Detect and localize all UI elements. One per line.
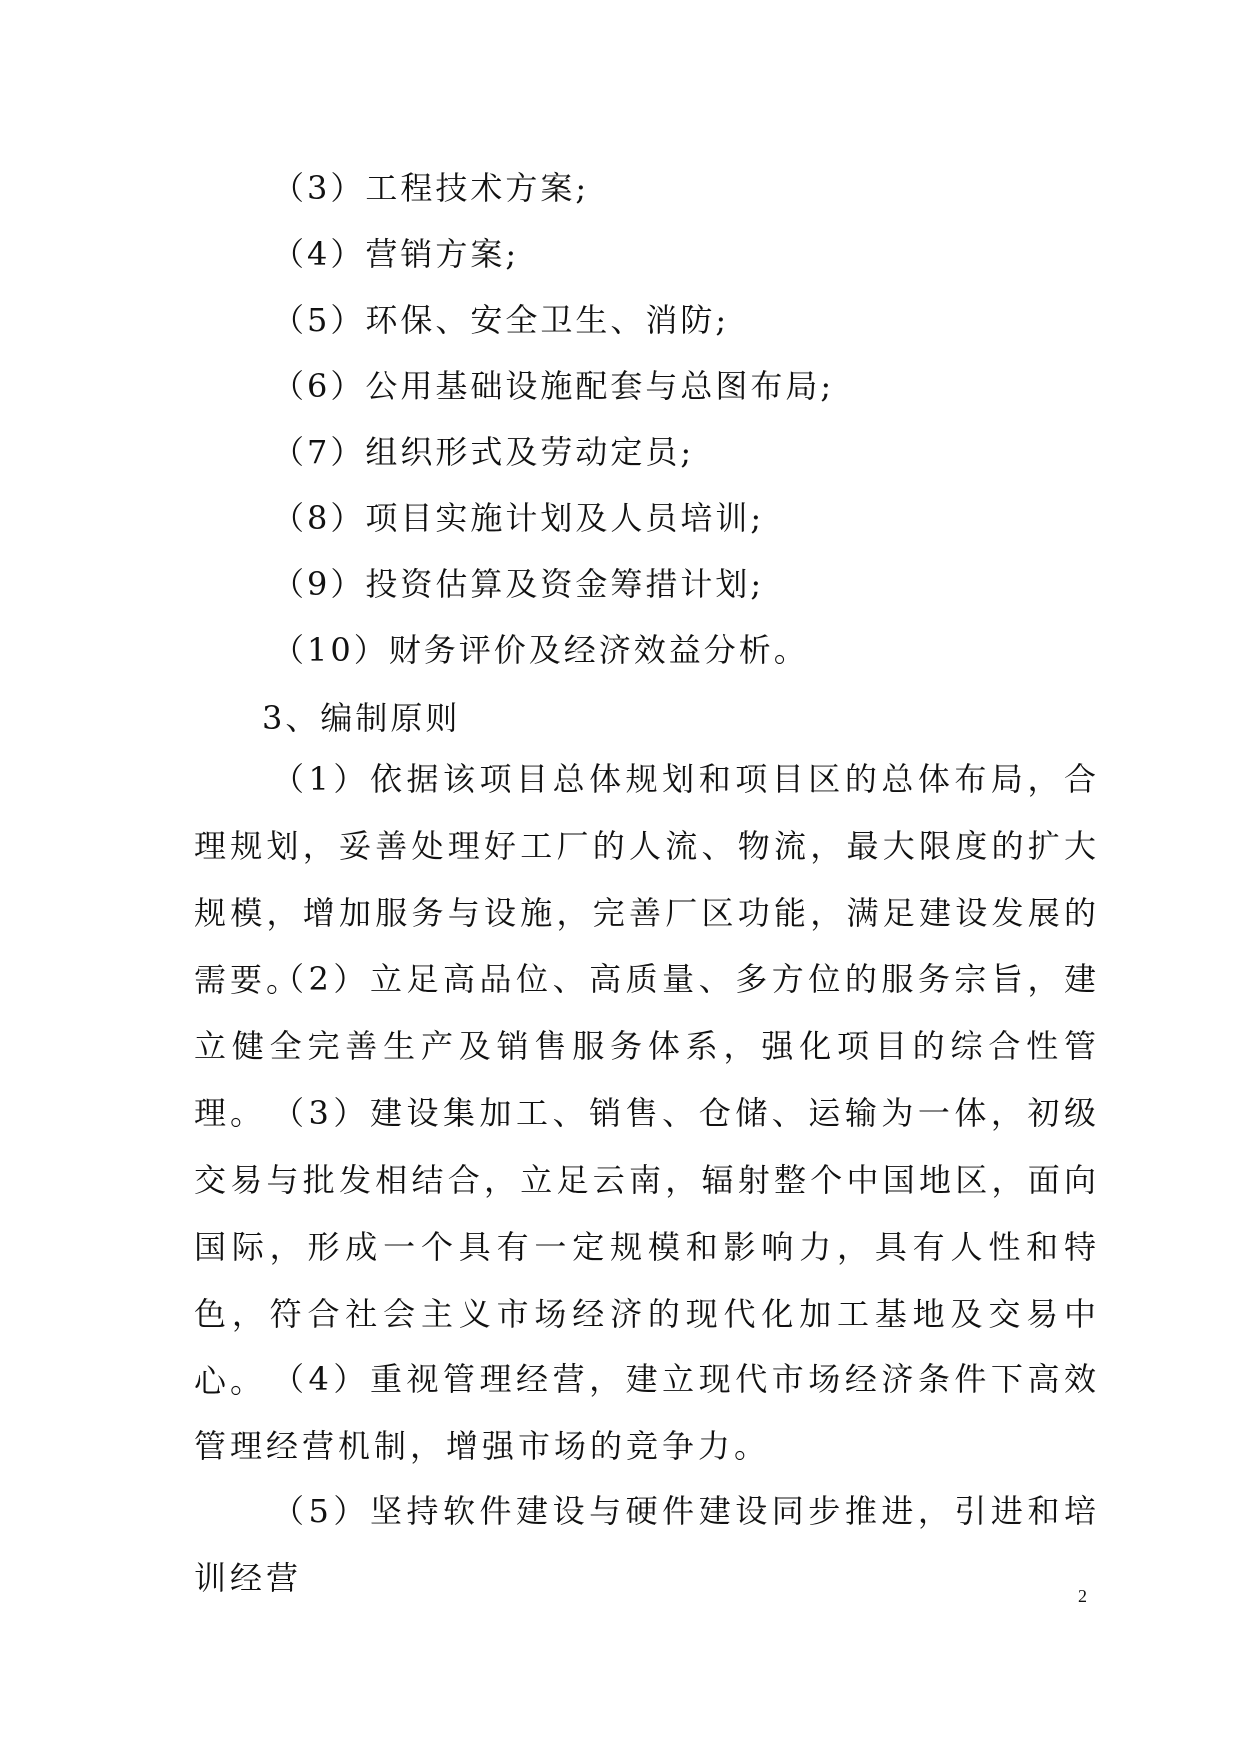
list-item-5: （5）环保、安全卫生、消防; — [272, 301, 730, 339]
list-item-6: （6）公用基础设施配套与总图布局; — [272, 367, 835, 405]
principle-2: （2）立足高品位、高质量、多方位的服务宗旨，建立健全完善生产及销售服务体系，强化项目的综合性管理。 — [194, 960, 1100, 1132]
page-number: 2 — [1078, 1586, 1087, 1606]
list-item-7: （7）组织形式及劳动定员; — [272, 433, 695, 471]
list-item-9: （9）投资估算及资金筹措计划; — [272, 565, 765, 603]
principle-3: （3）建设集加工、销售、仓储、运输为一体，初级交易与批发相结合，立足云南，辐射整个中国地区，面向国际，形成一个具有一定规模和影响力，具有人性和特色，符合社会主义市场经济的现代化加工基地及交易中心。 — [194, 1094, 1100, 1400]
section-heading: 3、编制原则 — [262, 699, 461, 737]
list-item-10: （10）财务评价及经济效益分析。 — [272, 631, 809, 669]
principle-1: （1）依据该项目总体规划和项目区的总体布局，合理规划，妥善处理好工厂的人流、物流，最大限度的扩大规模，增加服务与设施，完善厂区功能，满足建设发展的需要。 — [194, 760, 1100, 999]
list-item-4: （4）营销方案; — [272, 235, 520, 273]
principle-4: （4）重视管理经营，建立现代市场经济条件下高效管理经营机制，增强市场的竞争力。 — [194, 1360, 1100, 1465]
list-item-3: （3）工程技术方案; — [272, 169, 590, 207]
principle-5: （5）坚持软件建设与硬件建设同步推进，引进和培训经营 — [194, 1492, 1100, 1597]
list-item-8: （8）项目实施计划及人员培训; — [272, 499, 765, 537]
